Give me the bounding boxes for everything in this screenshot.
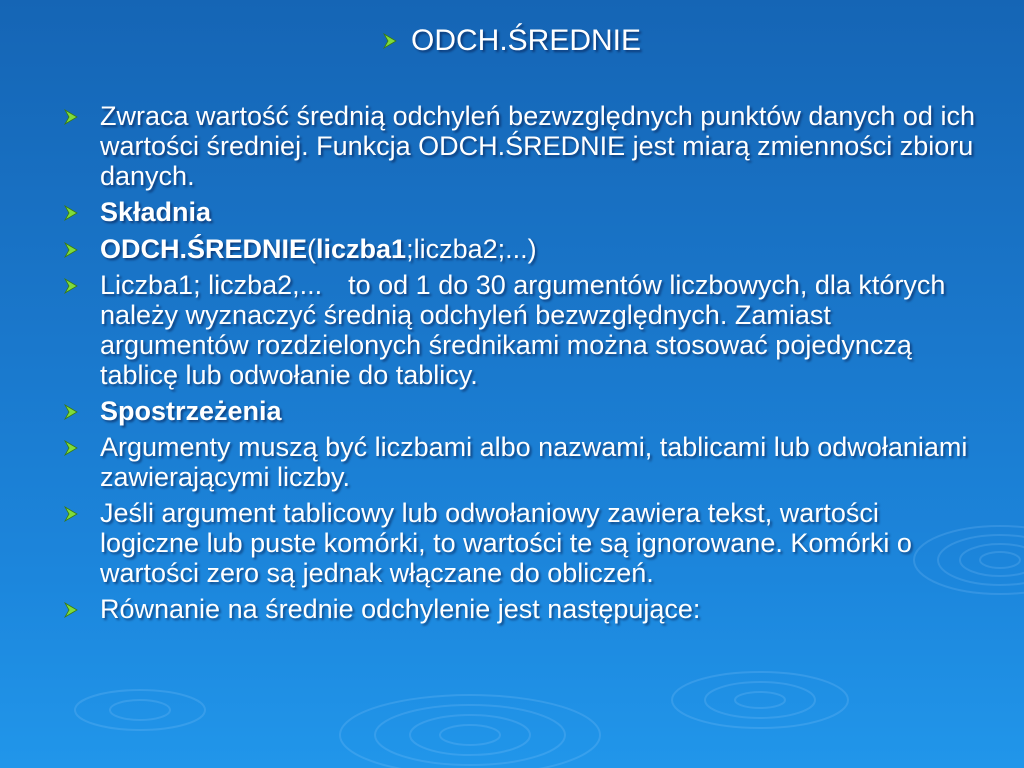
arrowhead-bullet-icon bbox=[64, 602, 78, 618]
arrowhead-bullet-icon bbox=[64, 109, 78, 125]
bullet-remark-arguments bbox=[64, 432, 984, 492]
required-argument: liczba1 bbox=[316, 234, 407, 264]
function-name: ODCH.ŚREDNIE bbox=[100, 234, 308, 264]
arrowhead-bullet-icon bbox=[64, 440, 78, 456]
slide-title-text: ODCH.ŚREDNIE bbox=[410, 24, 642, 57]
slide-body bbox=[64, 101, 984, 630]
bullet-text: to od 1 do 30 argumentów liczbowych, dla których należy wyznaczyć średnią odchyleń bezwzględnych. Zamiast argumentów rozdzielonych średnikami można stosować pojedynczą tablicę lub odwołanie do tablicy. bbox=[100, 270, 946, 390]
bullet-text: Równanie na średnie odchylenie jest następujące: bbox=[100, 594, 701, 624]
bullet-text: Spostrzeżenia bbox=[100, 396, 282, 426]
arrowhead-bullet-icon bbox=[64, 506, 78, 522]
arrowhead-bullet-icon bbox=[64, 205, 78, 221]
arrowhead-bullet-icon bbox=[64, 242, 78, 258]
bullet-remark-text-values bbox=[64, 498, 984, 588]
paren-open: ( bbox=[307, 234, 317, 264]
bullet-text: Jeśli argument tablicowy lub odwołaniowy zawiera tekst, wartości logiczne lub puste komórki, to wartości te są ignorowane. Komórki o wartości zero są jednak włączane do obliczeń. bbox=[100, 498, 912, 588]
bullet-equation-intro bbox=[64, 594, 984, 624]
bullet-description bbox=[64, 101, 984, 191]
arrowhead-bullet-icon bbox=[64, 404, 78, 420]
bullet-text: Zwraca wartość średnią odchyleń bezwzględnych punktów danych od ich wartości średniej. Funkcja ODCH.ŚREDNIE jest miarą zmienności zbioru danych. bbox=[100, 101, 975, 191]
bullet-text: Składnia bbox=[100, 197, 212, 227]
bullet-text: Argumenty muszą być liczbami albo nazwami, tablicami lub odwołaniami zawierającymi liczby. bbox=[100, 432, 968, 492]
bullet-syntax-formula bbox=[64, 234, 984, 264]
slide-title bbox=[0, 24, 1024, 58]
paren-close: ) bbox=[527, 234, 537, 264]
bullet-syntax-heading bbox=[64, 197, 984, 227]
bullet-arguments bbox=[64, 270, 984, 390]
arrowhead-bullet-icon bbox=[383, 33, 397, 49]
bullet-remarks-heading bbox=[64, 396, 984, 426]
optional-arguments: ;liczba2;... bbox=[406, 234, 528, 264]
argument-lead: Liczba1; liczba2,... bbox=[100, 270, 323, 300]
arrowhead-bullet-icon bbox=[64, 278, 78, 294]
